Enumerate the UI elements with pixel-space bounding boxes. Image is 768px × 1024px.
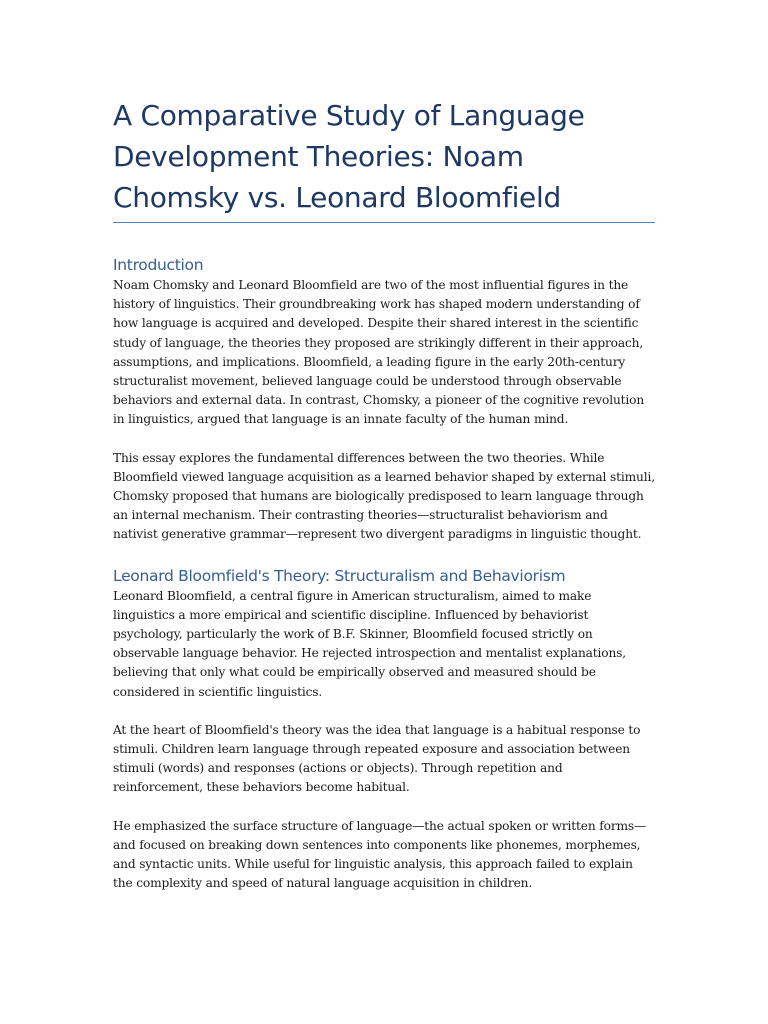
- document-title: A Comparative Study of Language Development Theories: Noam Chomsky vs. Leonard Bloomfield: [113, 99, 585, 214]
- section-heading-bloomfield: Leonard Bloomfield's Theory: Structuralism and Behaviorism: [113, 566, 566, 585]
- intro-paragraph-2: This essay explores the fundamental differences between the two theories. While Bloomfield viewed language acquisition as a learned behavior shaped by external stimuli, Chomsky proposed that humans are biologically predisposed to learn language through an internal mechanism. Their contrasting theories—structuralist behaviorism and nativist generative grammar—represent two divergent paradigms in linguistic thought.: [113, 450, 655, 542]
- bloomfield-paragraph-3: He emphasized the surface structure of language—the actual spoken or written forms—and focused on breaking down sentences into components like phonemes, morphemes, and syntactic units. While useful for linguistic analysis, this approach failed to explain the complexity and speed of natural language acquisition in children.: [113, 818, 647, 891]
- document-page: [113, 95, 655, 893]
- section-introduction: [113, 256, 655, 545]
- bloomfield-paragraph-2: At the heart of Bloomfield's theory was the idea that language is a habitual response to stimuli. Children learn language through repeated exposure and association between stimuli (words) and responses (actions or objects). Through repetition and reinforcement, these behaviors become habitual.: [113, 722, 641, 795]
- section-heading-introduction: Introduction: [113, 256, 204, 274]
- intro-paragraph-1: Noam Chomsky and Leonard Bloomfield are two of the most influential figures in the history of linguistics. Their groundbreaking work has shaped modern understanding of how language is acquired and developed. Despite their shared interest in the scientific study of language, the theories they proposed are strikingly different in their approach, assumptions, and implications. Bloomfield, a leading figure in the early 20th-century structuralist movement, believed language could be understood through observable behaviors and external data. In contrast, Chomsky, a pioneer of the cognitive revolution in linguistics, argued that language is an innate faculty of the human mind.: [113, 278, 645, 427]
- section-bloomfield-theory: [113, 567, 655, 894]
- bloomfield-paragraph-1: Leonard Bloomfield, a central figure in American structuralism, aimed to make linguistics a more empirical and scientific discipline. Influenced by behaviorist psychology, particularly the work of B.F. Skinner, Bloomfield focused strictly on observable language behavior. He rejected introspection and mentalist explanations, believing that only what could be empirically observed and measured should be considered in scientific linguistics.: [113, 588, 627, 699]
- title-divider: [113, 222, 655, 223]
